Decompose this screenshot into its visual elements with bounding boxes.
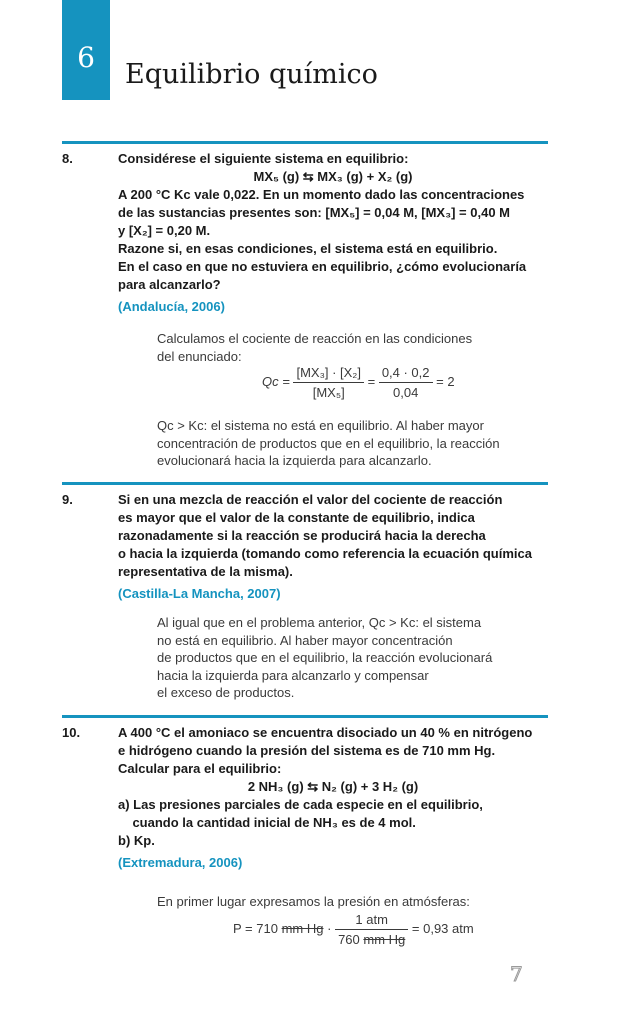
answer-line: de productos que en el equilibrio, la reacción evolucionará — [157, 650, 493, 665]
reaction-quotient-formula — [262, 365, 455, 400]
question-line: b) Kp. — [118, 833, 155, 848]
chapter-tab — [62, 0, 110, 100]
section-divider — [62, 715, 548, 718]
problem-source: (Andalucía, 2006) — [118, 299, 225, 314]
answer-line: En primer lugar expresamos la presión en atmósferas: — [157, 894, 470, 909]
question-line: a) Las presiones parciales de cada especie en el equilibrio, — [118, 797, 483, 812]
formula-lhs: P = 710 — [233, 920, 278, 936]
problem-question — [118, 491, 548, 603]
formula-dot: · — [327, 920, 332, 936]
fraction — [335, 912, 408, 947]
problem-source: (Castilla-La Mancha, 2007) — [118, 586, 281, 601]
question-line: Considérese el siguiente sistema en equilibrio: — [118, 151, 409, 166]
formula-equals: = — [367, 373, 376, 389]
fraction-denominator: 0,04 — [393, 385, 419, 400]
fraction-numerator: 1 atm — [335, 912, 408, 930]
fraction-numerator: 0,4 · 0,2 — [379, 365, 433, 383]
question-line: de las sustancias presentes son: [MX₅] = 0,04 M, [MX₃] = 0,40 M — [118, 205, 510, 220]
fraction — [379, 365, 433, 400]
answer-block — [157, 417, 549, 470]
problem-number: 8. — [62, 151, 73, 166]
question-line: A 200 °C Kc vale 0,022. En un momento dado las concentraciones — [118, 187, 525, 202]
question-line: razonadamente si la reacción se producirá hacia la derecha — [118, 528, 486, 543]
question-line: y [X₂] = 0,20 M. — [118, 223, 211, 238]
question-line: En el caso en que no estuviera en equilibrio, ¿cómo evolucionaría — [118, 259, 527, 274]
problem-question — [118, 150, 548, 316]
answer-line: hacia la izquierda para alcanzarlo y compensar — [157, 667, 429, 683]
formula-lhs: Qc = — [262, 373, 290, 389]
formula-result: = 2 — [436, 373, 455, 389]
answer-line: concentración de productos que en el equilibrio, la reacción — [157, 435, 500, 451]
answer-line: el exceso de productos. — [157, 685, 295, 700]
cancelled-unit: mm Hg — [363, 932, 406, 947]
question-line: A 400 °C el amoniaco se encuentra disociado un 40 % en nitrógeno — [118, 725, 533, 740]
fraction-numerator: [MX₃] · [X₂] — [293, 365, 364, 383]
page-number: 7 — [510, 962, 523, 986]
answer-line: Al igual que en el problema anterior, Qc > Kc: el sistema — [157, 615, 482, 630]
problem-number: 10. — [62, 725, 81, 740]
fraction — [293, 365, 364, 400]
answer-line: Qc > Kc: el sistema no está en equilibrio. Al haber mayor — [157, 418, 484, 433]
chapter-title: Equilibrio químico — [125, 59, 378, 90]
question-line: e hidrógeno cuando la presión del sistema es de 710 mm Hg. — [118, 743, 496, 758]
question-line: Si en una mezcla de reacción el valor del cociente de reacción — [118, 492, 503, 507]
question-equation: 2 NH₃ (g) ⇆ N₂ (g) + 3 H₂ (g) — [247, 779, 419, 794]
section-divider — [62, 141, 548, 144]
question-line: representativa de la misma). — [118, 564, 293, 579]
answer-line: no está en equilibrio. Al haber mayor concentración — [157, 632, 453, 648]
pressure-formula — [233, 912, 474, 947]
answer-line: evolucionará hacia la izquierda para alcanzarlo. — [157, 453, 432, 468]
fraction-denominator — [335, 930, 408, 947]
question-line: para alcanzarlo? — [118, 277, 221, 292]
answer-block — [157, 614, 549, 702]
denominator-value: 760 — [338, 932, 360, 947]
section-divider — [62, 482, 548, 485]
formula-result: = 0,93 atm — [411, 920, 474, 936]
fraction-denominator: [MX₅] — [312, 385, 345, 400]
question-line: o hacia la izquierda (tomando como referencia la ecuación química — [118, 546, 532, 561]
answer-line: Calculamos el cociente de reacción en las condiciones — [157, 331, 473, 346]
problem-number: 9. — [62, 492, 73, 507]
problem-question — [118, 724, 548, 872]
question-line: cuando la cantidad inicial de NH₃ es de 4 mol. — [118, 815, 416, 830]
question-equation: MX₅ (g) ⇆ MX₃ (g) + X₂ (g) — [253, 169, 413, 184]
cancelled-unit: mm Hg — [281, 920, 324, 936]
problem-source: (Extremadura, 2006) — [118, 855, 243, 870]
answer-line: del enunciado: — [157, 348, 242, 364]
answer-block — [157, 893, 549, 911]
answer-block — [157, 330, 549, 365]
question-line: Razone si, en esas condiciones, el sistema está en equilibrio. — [118, 241, 498, 256]
chapter-number: 6 — [77, 41, 95, 74]
question-line: Calcular para el equilibrio: — [118, 761, 282, 776]
question-line: es mayor que el valor de la constante de equilibrio, indica — [118, 510, 475, 525]
